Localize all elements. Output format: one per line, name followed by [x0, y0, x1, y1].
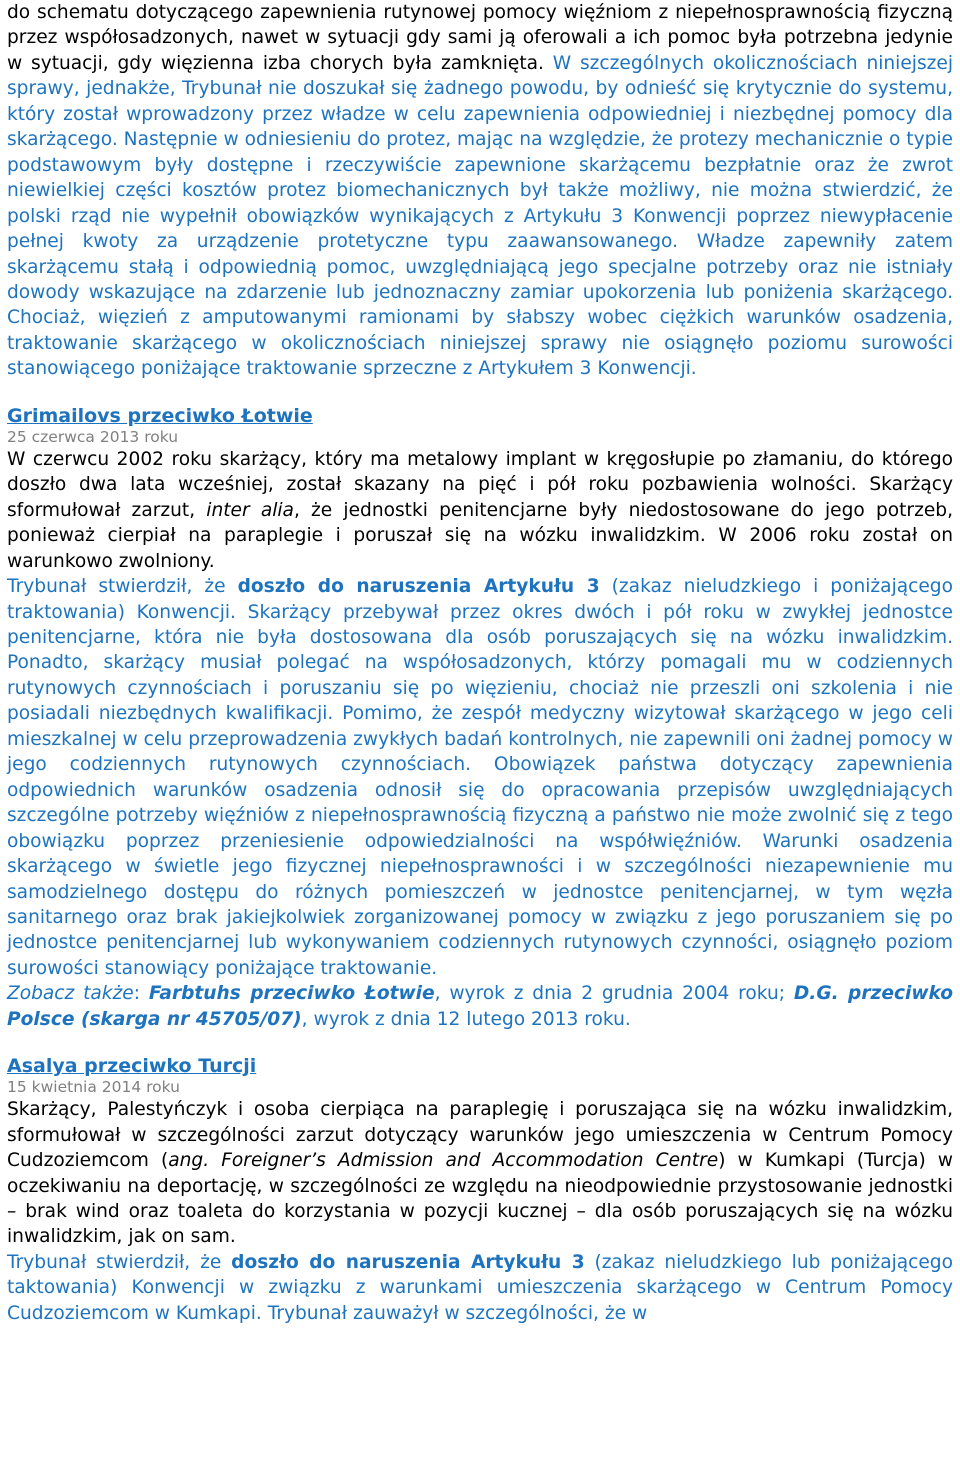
facts-italic: ang. Foreigner’s Admission and Accommodation Centre	[168, 1150, 719, 1172]
ruling-text: Trybunał stwierdził, że	[7, 1251, 232, 1273]
facts-text-cont: , że jednostki penitencjarne były niedostosowane do jego potrzeb, ponieważ cierpiał na paraplegie i poruszał się na wózku inwalidzkim. W 2006 roku został on warunkowo zwolniony.	[7, 499, 953, 572]
facts-text: Skarżący, Palestyńczyk i osoba cierpiąca na paraplegię i poruszająca się na wózku inwalidzkim, sformułował w szczególności zarzut dotyczący warunków jego umieszczenia w Centrum Pomocy Cudzoziemcom (	[7, 1099, 953, 1172]
facts-text: W czerwcu 2002 roku skarżący, który ma metalowy implant w kręgosłupie po złamaniu, do którego doszło dwa lata wcześniej, został skazany na pięć i pół roku pozbawienia wolności. Skarżący sformułował zarzut,	[7, 448, 953, 521]
see-also-mid: , wyrok z dnia 2 grudnia 2004 roku;	[434, 983, 794, 1005]
ruling-text-cont: (zakaz nieludzkiego lub poniżającego taktowania) Konwencji w związku z warunkami umieszczenia skarżącego w Centrum Pomocy Cudzoziemcom w Kumkapi. Trybunał zauważył w szczególności, że w	[7, 1251, 953, 1324]
see-also-paragraph	[7, 981, 953, 1032]
intro-text-black: do schematu dotyczącego zapewnienia rutynowej pomocy więźniom z niepełnosprawnością fizyczną przez współosadzonych, nawet w sytuacji gdy sami ją oferowali a ich pomoc była potrzebna jedynie w sytuacji, gdy więzienna izba chorych była zamknięta.	[7, 2, 953, 74]
facts-text-cont: ) w Kumkapi (Turcja) w oczekiwaniu na deportację, w szczególności ze względu na nieodpowiednie przystosowanie jednostki – brak wind oraz toaleta do korzystania w pozycji kucznej – dla osób poruszających się na wózku inwalidzkim, jak on sam.	[7, 1150, 954, 1248]
case-title-grimailovs[interactable]: Grimailovs przeciwko Łotwie	[7, 404, 313, 427]
ruling-text: Trybunał stwierdził, że	[7, 576, 238, 598]
case-facts-grimailovs	[7, 447, 953, 574]
intro-text-blue: W szczególnych okolicznościach niniejszej sprawy, jednakże, Trybunał nie doszukał się żadnego powodu, by odnieść się krytycznie do systemu, który został wprowadzony przez władze w celu zapewnienia odpowiedniej i niezbędnej pomocy dla skarżącego. Następnie w odniesieniu do protez, mając na względzie, że protezy mechanicznie o typie podstawowym były dostępne i rzeczywiście zapewnione skarżącemu bezpłatnie oraz że zwrot niewielkiej części kosztów protez biomechanicznych był także możliwy, nie można stwierdzić, że polski rząd nie wypełnił obowiązków wynikających z Artykułu 3 Konwencji poprzez niewypłacenie pełnej kwoty za urządzenie protetyczne typu zaawansowanego. Władze zapewniły zatem skarżącemu stałą i odpowiednią pomoc, uwzględniającą jego specjalne potrzeby oraz nie istniały dowody wskazujące na zdarzenie lub jednoznaczny zamiar upokorzenia lub poniżenia skarżącego. Chociaż, więzień z amputowanymi ramionami by słabszy wobec ciężkich warunków osadzenia, traktowanie skarżącego w okolicznościach niniejszej sprawy nie osiągnęło poziomu surowości stanowiącego poniżające traktowanie sprzeczne z Artykułem 3 Konwencji.	[7, 52, 953, 380]
case-ruling-asalya	[7, 1250, 953, 1326]
intro-paragraph	[7, 0, 953, 382]
case-title-asalya[interactable]: Asalya przeciwko Turcji	[7, 1055, 257, 1078]
see-also-case-farbtuhs: Farbtuhs przeciwko Łotwie	[148, 983, 435, 1005]
case-ruling-grimailovs	[7, 574, 953, 981]
ruling-text-cont: (zakaz nieludzkiego i poniżającego traktowania) Konwencji. Skarżący przebywał przez okres dwóch i pół roku w zwykłej jednostce penitencjarne, która nie była dostosowana dla osób poruszających się na wózku inwalidzkim. Ponadto, skarżący musiał polegać na współosadzonych, którzy pomagali mu w codziennych rutynowych czynnościach i poruszaniu się po więzieniu, chociaż nie przeszli oni szkolenia i nie posiadali niezbędnych kwalifikacji. Pomimo, że zespół medyczny wizytował skarżącego w jego celi mieszkalnej w celu przeprowadzenia zwykłych badań kontrolnych, nie zapewnili oni żadnej pomocy w jego codziennych rutynowych czynnościach. Obowiązek państwa dotyczący zapewnienia odpowiednich warunków osadzenia odnosił się do opracowania przepisów uwzględniających szczególne potrzeby więźniów z niepełnosprawnością fizyczną a państwo nie może zwolnić się z tego obowiązku poprzez przeniesienie odpowiedzialności na współwięźniów. Warunki osadzenia skarżącego w świetle jego fizycznej niepełnosprawności i w szczególności niezapewnienie mu samodzielnego dostępu do różnych pomieszczeń w jednostce penitencjarnej, w tym węzła sanitarnego oraz brak jakiejkolwiek zorganizowanej pomocy w związku z jego poruszaniem się po jednostce penitencjarnej lub wykonywaniem codziennych rutynowych czynności, osiągnęło poziom surowości stanowiący poniżające traktowanie.	[7, 576, 953, 979]
see-also-end: , wyrok z dnia 12 lutego 2013 roku.	[301, 1008, 631, 1030]
facts-italic: inter alia	[206, 499, 294, 521]
case-date-grimailovs: 25 czerwca 2013 roku	[7, 427, 179, 446]
see-also-label: Zobacz także	[7, 983, 134, 1005]
see-also-colon: :	[133, 983, 149, 1005]
ruling-bold: doszło do naruszenia Artykułu 3	[237, 576, 600, 598]
case-date-asalya: 15 kwietnia 2014 roku	[7, 1078, 180, 1097]
ruling-bold: doszło do naruszenia Artykułu 3	[231, 1251, 585, 1273]
see-also-case-dg: D.G. przeciwko Polsce (skarga nr 45705/07)	[7, 983, 953, 1030]
case-facts-asalya	[7, 1097, 953, 1250]
